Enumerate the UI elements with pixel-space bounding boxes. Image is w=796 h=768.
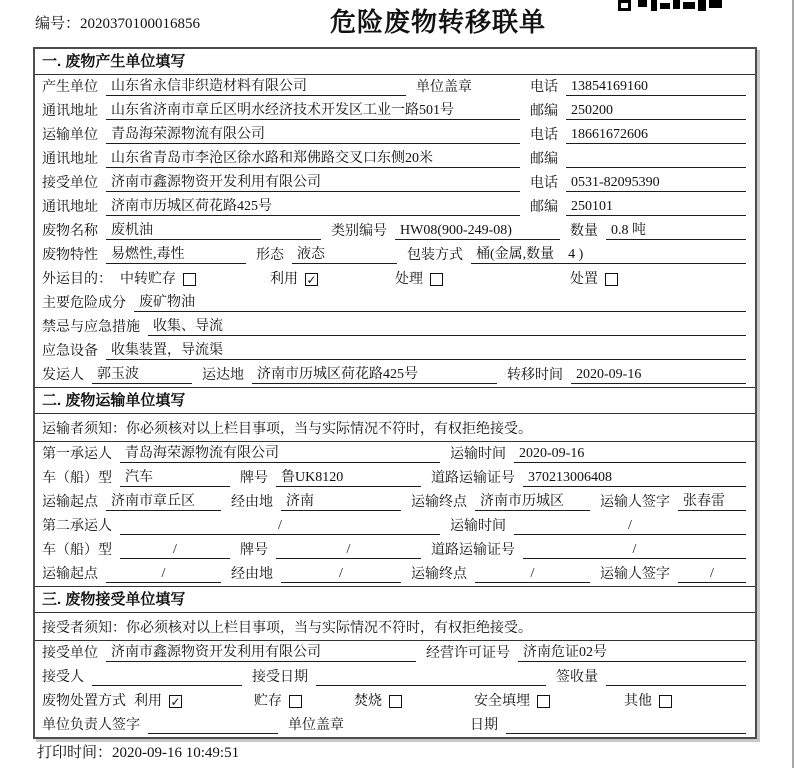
- checkbox-unchecked-icon: [605, 273, 618, 286]
- field-value: 山东省济南市章丘区明水经济技术开发区工业一路501号: [106, 102, 520, 120]
- field-label: 运输人签字: [600, 495, 670, 510]
- print-time-label: 打印时间：: [37, 745, 113, 761]
- field-label: 包装方式: [407, 248, 463, 263]
- section-rows: [35, 641, 755, 737]
- checkbox-field: [134, 693, 254, 710]
- field-label: 通讯地址: [42, 152, 98, 167]
- field-label: 类别编号: [331, 224, 387, 239]
- checkbox-field: [120, 271, 270, 288]
- section-header: 二. 废物运输单位填写: [35, 388, 755, 414]
- form-row: [35, 195, 755, 219]
- field-label: 运输时间: [450, 519, 506, 534]
- checkbox-label: 安全填埋: [474, 694, 530, 709]
- field-value: /: [514, 517, 746, 535]
- field-label: 邮编: [530, 152, 558, 167]
- form-row: [35, 538, 755, 562]
- form-row: [35, 665, 755, 689]
- form-row: [35, 363, 755, 387]
- field-value: HW08(900-249-08): [395, 222, 560, 240]
- checkbox-unchecked-icon: [430, 273, 443, 286]
- field-label: 第二承运人: [42, 519, 112, 534]
- field-label: 主要危险成分: [42, 296, 126, 311]
- field-value: /: [678, 565, 746, 583]
- checkbox-unchecked-icon: [389, 695, 402, 708]
- field-label: 废物处置方式: [42, 694, 126, 709]
- static-text: 单位盖章: [288, 718, 344, 733]
- field-value: 废机油: [106, 222, 321, 240]
- checkbox-field: [474, 693, 624, 710]
- serial-value: 2020370100016856: [80, 16, 201, 32]
- print-time: [37, 741, 239, 762]
- field-label: 运输起点: [42, 495, 98, 510]
- field-value: /: [523, 541, 746, 559]
- form-row: [35, 339, 755, 363]
- field-value: /: [475, 565, 590, 583]
- form-row: [35, 219, 755, 243]
- field-value: /: [106, 565, 221, 583]
- field-value: 2020-09-16: [514, 445, 746, 463]
- field-label: 第一承运人: [42, 447, 112, 462]
- checkbox-label: 焚烧: [354, 694, 382, 709]
- field-label: 经由地: [231, 567, 273, 582]
- checkbox-label: 中转贮存: [120, 272, 176, 287]
- field-value: 济南: [281, 493, 401, 511]
- checkbox-field: [354, 693, 474, 710]
- field-label: 邮编: [530, 200, 558, 215]
- field-value: 2020-09-16: [571, 366, 746, 384]
- field-value: /: [281, 565, 401, 583]
- field-value: 鲁UK8120: [276, 469, 421, 487]
- field-label: 产生单位: [42, 80, 98, 95]
- field-value: 山东省永信非织造材料有限公司: [106, 78, 406, 96]
- section-rows: [35, 442, 755, 586]
- form-row: [35, 490, 755, 514]
- field-label: 禁忌与应急措施: [42, 320, 140, 335]
- serial-label: 编号：: [35, 16, 81, 32]
- field-label: 转移时间: [507, 368, 563, 383]
- field-value: [506, 717, 746, 734]
- field-value: 济南市历城区荷花路425号: [252, 366, 497, 384]
- form-row: [35, 689, 755, 713]
- field-label: 车（船）型: [42, 471, 112, 486]
- field-value: 废矿物油: [134, 294, 746, 312]
- field-value: 张春雷: [678, 493, 746, 511]
- field-label: 单位负责人签字: [42, 718, 140, 733]
- checkbox-unchecked-icon: [659, 695, 672, 708]
- field-label: 签收量: [556, 670, 598, 685]
- field-value: /: [120, 517, 440, 535]
- checkbox-field: [254, 693, 354, 710]
- field-label: 电话: [530, 128, 558, 143]
- field-label: 运输终点: [411, 567, 467, 582]
- field-label: 运输单位: [42, 128, 98, 143]
- print-time-value: 2020-09-16 10:49:51: [112, 745, 240, 761]
- form-row: [35, 147, 755, 171]
- checkbox-label: 贮存: [254, 694, 282, 709]
- field-label: 电话: [530, 80, 558, 95]
- field-value: 青岛海荣源物流有限公司: [106, 126, 520, 144]
- field-label: 车（船）型: [42, 543, 112, 558]
- form-row: [35, 171, 755, 195]
- field-value: 13854169160: [566, 78, 746, 96]
- form-row: [35, 562, 755, 586]
- field-value: [566, 151, 746, 168]
- field-value: 0531-82095390: [566, 174, 746, 192]
- section-header: 一. 废物产生单位填写: [35, 49, 755, 75]
- field-label: 接受人: [42, 670, 84, 685]
- checkbox-label: 处置: [570, 272, 598, 287]
- section-transporter: [35, 387, 755, 586]
- field-label: 日期: [470, 718, 498, 733]
- form-row: [35, 99, 755, 123]
- field-label: 道路运输证号: [431, 471, 515, 486]
- checkbox-label: 其他: [624, 694, 652, 709]
- section-receiver: [35, 586, 755, 737]
- checkbox-unchecked-icon: [289, 695, 302, 708]
- field-label: 废物名称: [42, 224, 98, 239]
- field-value: 济南危证02号: [518, 644, 746, 662]
- field-value: 0.8 吨: [606, 222, 746, 240]
- field-label: 接受单位: [42, 176, 98, 191]
- field-value: /: [120, 541, 230, 559]
- field-label: 外运目的：: [42, 272, 112, 287]
- static-text: 单位盖章: [416, 80, 472, 95]
- checkbox-unchecked-icon: [183, 273, 196, 286]
- checkbox-checked-icon: ✓: [306, 272, 317, 287]
- field-label: 牌号: [240, 543, 268, 558]
- field-value: [316, 669, 546, 686]
- field-label: 运输人签字: [600, 567, 670, 582]
- field-value: 济南市鑫源物资开发利用有限公司: [106, 644, 416, 662]
- field-value: 济南市章丘区: [106, 493, 221, 511]
- checkbox-checked-icon: ✓: [170, 694, 181, 709]
- transfer-form-table: [33, 47, 757, 739]
- field-label: 经由地: [231, 495, 273, 510]
- form-row: [35, 291, 755, 315]
- field-label: 接受单位: [42, 646, 98, 661]
- form-row: [35, 514, 755, 538]
- checkbox-field: [270, 271, 395, 288]
- field-label: 运输时间: [450, 447, 506, 462]
- form-row: [35, 243, 755, 267]
- field-value: [148, 717, 278, 734]
- field-value: 青岛海荣源物流有限公司: [120, 445, 440, 463]
- field-label: 接受日期: [252, 670, 308, 685]
- field-label: 运输终点: [411, 495, 467, 510]
- section-producer: [35, 49, 755, 387]
- field-value: 郭玉波: [92, 366, 192, 384]
- form-row: [35, 713, 755, 737]
- field-value: [606, 669, 746, 686]
- field-label: 运输起点: [42, 567, 98, 582]
- form-row: [35, 267, 755, 291]
- field-value: 桶(金属,数量 4 ): [471, 246, 746, 264]
- field-value: 收集装置，导流渠: [106, 342, 746, 360]
- form-row: [35, 315, 755, 339]
- field-value: 250101: [566, 198, 746, 216]
- form-row: [35, 75, 755, 99]
- form-row: [35, 466, 755, 490]
- field-value: 易燃性,毒性: [106, 246, 246, 264]
- field-value: 370213006408: [523, 469, 746, 487]
- checkbox-label: 利用: [270, 272, 298, 287]
- field-label: 运达地: [202, 368, 244, 383]
- field-label: 发运人: [42, 368, 84, 383]
- checkbox-field: [395, 271, 570, 288]
- receiver-notice: 接受者须知：你必须核对以上栏目事项，当与实际情况不符时，有权拒绝接受。: [35, 613, 755, 641]
- form-row: [35, 442, 755, 466]
- field-value: [92, 669, 242, 686]
- form-row: [35, 123, 755, 147]
- field-value: /: [276, 541, 421, 559]
- field-label: 通讯地址: [42, 200, 98, 215]
- form-row: [35, 641, 755, 665]
- checkbox-unchecked-icon: [537, 695, 550, 708]
- field-label: 电话: [530, 176, 558, 191]
- checkbox-label: 利用: [134, 694, 162, 709]
- field-value: 收集、导流: [148, 318, 746, 336]
- field-label: 牌号: [240, 471, 268, 486]
- field-value: 250200: [566, 102, 746, 120]
- field-value: 济南市鑫源物资开发利用有限公司: [106, 174, 520, 192]
- field-value: 济南市历城区: [475, 493, 590, 511]
- field-value: 液态: [292, 246, 397, 264]
- field-value: 18661672606: [566, 126, 746, 144]
- field-value: 汽车: [120, 469, 230, 487]
- field-value: 济南市历城区荷花路425号: [106, 198, 520, 216]
- document-header: [0, 0, 796, 46]
- checkbox-label: 处理: [395, 272, 423, 287]
- transporter-notice: 运输者须知：你必须核对以上栏目事项，当与实际情况不符时，有权拒绝接受。: [35, 414, 755, 442]
- field-label: 形态: [256, 248, 284, 263]
- page-title: 危险废物转移联单: [329, 8, 546, 37]
- section-header: 三. 废物接受单位填写: [35, 587, 755, 613]
- field-label: 经营许可证号: [426, 646, 510, 661]
- field-label: 道路运输证号: [431, 543, 515, 558]
- section-rows: [35, 75, 755, 387]
- checkbox-field: [570, 271, 748, 288]
- qr-code-icon: [618, 0, 722, 13]
- field-label: 邮编: [530, 104, 558, 119]
- field-label: 应急设备: [42, 344, 98, 359]
- checkbox-field: [624, 693, 748, 710]
- field-value: 山东省青岛市李沧区徐水路和郑佛路交叉口东侧20米: [106, 150, 520, 168]
- field-label: 废物特性: [42, 248, 98, 263]
- field-label: 通讯地址: [42, 104, 98, 119]
- page-right-edge: [792, 0, 794, 768]
- field-label: 数量: [570, 224, 598, 239]
